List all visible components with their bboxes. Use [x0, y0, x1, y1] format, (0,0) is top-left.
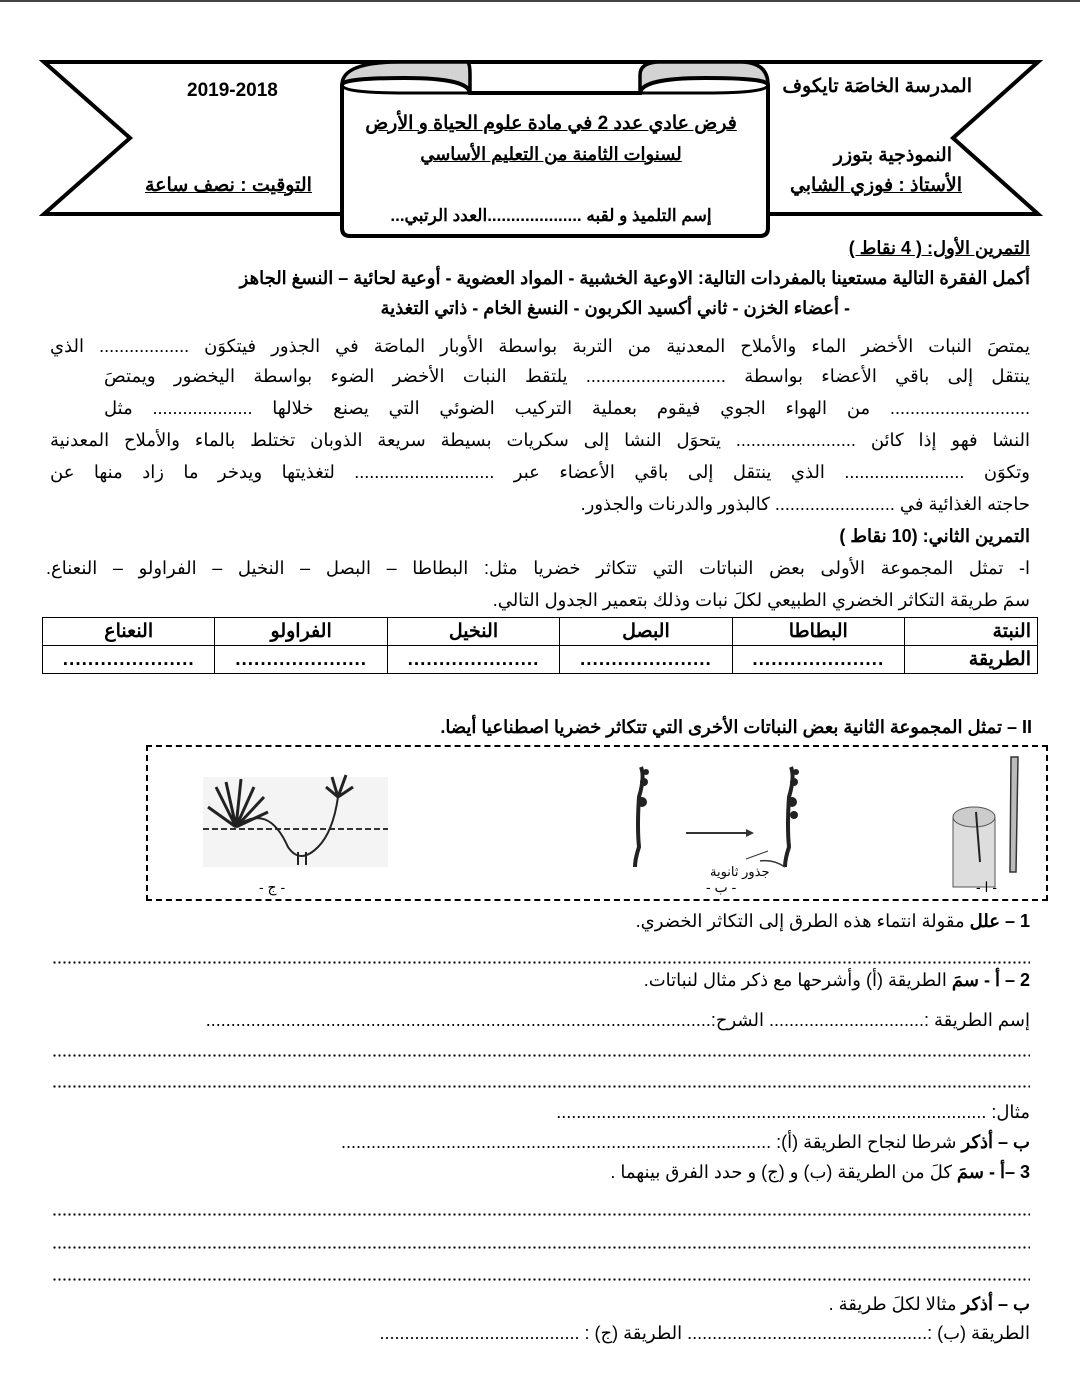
student-name-field[interactable]: إسم التلميذ و لقبه ....................العدد الرتبي... [390, 206, 712, 225]
question-1: 1 – علل مقولة انتماء هذه الطرق إلى التكاثر الخضري. [635, 911, 1030, 931]
figure-label-a: - ا - [976, 879, 997, 895]
paragraph-line: النشا فهو إذا كائن ........................ يتحوَل النشا إلى سكريات بسيطة سريعة الذوبان تختلط بالماء والأملاح المعدنية [50, 430, 1030, 450]
answer-line[interactable] [52, 1054, 1030, 1057]
table-cell-plant: البطاطا [732, 618, 904, 646]
paragraph-line: يمتصَ النبات الأخضر الماء والأملاح المعدنية من التربة بواسطة الأوبار الماصَة في الجذور فيتكوَن .................. الذي [50, 336, 1030, 356]
exercise2-part1-text: ا- تمثل المجموعة الأولى بعض النباتات التي تتكاثر خضريا مثل: البطاطا – البصل – النخيل – الفراولو – النعناع. [46, 558, 1030, 578]
question-2a: 2 – أ - سمَ الطريقة (أ) وأشرحها مع ذكر مثال لنباتات. [643, 970, 1030, 990]
school-name: المدرسة الخاصَة تايكوف [782, 76, 972, 97]
methods-b-c-example-field[interactable]: الطريقة (ب) :................................................ الطريقة (ج) : ........................................ [379, 1323, 1030, 1343]
paragraph-line: وتكوَن ........................ الذي ينتقل إلى باقي الأعضاء عبر ............................ لتغذيتها ويدخر ما زاد منها عن [50, 462, 1030, 482]
table-cell-plant: الفراولو [215, 618, 387, 646]
answer-line[interactable] [52, 1085, 1030, 1088]
exam-title: فرض عادي عدد 2 في مادة علوم الحياة و الأرض [365, 113, 737, 134]
question-3a: 3 –أ - سمَ كلَ من الطريقة (ب) و (ج) و حدد الفرق بينهما . [610, 1162, 1030, 1182]
method-a-example-field[interactable]: مثال: ...................................................................................... [556, 1102, 1030, 1122]
exam-duration: التوقيت : نصف ساعة [145, 175, 312, 196]
exam-level: لسنوات الثامنة من التعليم الأساسي [420, 144, 682, 164]
secondary-roots-annotation: جذور ثانوية [710, 864, 770, 879]
method-a-name-field[interactable]: إسم الطريقة :............................... الشرح:..................................................................................................... [205, 1010, 1030, 1030]
exercise2-part2-title: II – تمثل المجموعة الثانية بعض النباتات الأخرى التي تتكاثر خضريا اصطناعيا أيضا. [440, 717, 1032, 737]
table-answer-blank[interactable]: ..................... [732, 646, 904, 674]
figure-label-c: - ج - [259, 879, 286, 895]
grafting-illustration [953, 757, 1018, 887]
teacher-name: الأستاذ : فوزي الشابي [789, 175, 962, 196]
exercise2-title: التمرين الثاني: (10 نقاط ) [839, 526, 1030, 546]
table-header-method: الطريقة [905, 646, 1038, 674]
answer-line[interactable] [52, 1213, 1030, 1216]
exercise1-title: التمرين الأول: ( 4 نقاط ) [848, 238, 1030, 258]
paragraph-line: ............................ من الهواء الجوي فيقوم بعملية التركيب الضوئي التي يصنع خلالها .................... مثل [104, 398, 1030, 418]
question-2b[interactable]: ب – أذكر شرطا لنجاح الطريقة (أ): ...................................................................................... [341, 1132, 1030, 1152]
figure-label-b: - ب - [706, 879, 737, 895]
table-answer-blank[interactable]: ..................... [43, 646, 215, 674]
figure-illustrations [148, 747, 1046, 899]
table-row [43, 618, 1038, 646]
plants-table [42, 617, 1038, 674]
layering-illustration [203, 775, 388, 867]
answer-line[interactable] [52, 1246, 1030, 1249]
answer-line[interactable] [52, 961, 1030, 964]
exercise2-part1-instruction: سمَ طريقة التكاثر الخضري الطبيعي لكلَ نبات وذلك بتعمير الجدول التالي. [492, 590, 1030, 610]
paragraph-line: حاجته الغذائية في ........................ كالبذور والدرنات والجذور. [580, 494, 1030, 514]
figure-box [146, 745, 1048, 901]
answer-line[interactable] [52, 1278, 1030, 1281]
exercise1-instruction: أكمل الفقرة التالية مستعينا بالمفردات التالية: الاوعية الخشبية - المواد العضوية - أوعية لحائية – النسغ الجاهز [239, 268, 1030, 288]
table-answer-blank[interactable]: ..................... [215, 646, 387, 674]
school-year: 2019-2018 [187, 80, 278, 101]
exercise1-word-list: - أعضاء الخزن - ثاني أكسيد الكربون - النسغ الخام - ذاتي التغذية [380, 298, 850, 318]
table-row [43, 646, 1038, 674]
table-cell-plant: البصل [560, 618, 732, 646]
paragraph-line: ينتقل إلى باقي الأعضاء بواسطة ............................ يلتقط النبات الأخضر الضوء بواسطة اليخضور ويمتصَ [104, 366, 1030, 386]
cutting-illustration [635, 767, 799, 867]
table-header-plant: النبتة [905, 618, 1038, 646]
school-city: النموذجية بتوزر [833, 145, 952, 166]
question-3b: ب – أذكر مثالا لكلَ طريقة . [828, 1294, 1030, 1314]
table-answer-blank[interactable]: ..................... [387, 646, 559, 674]
table-cell-plant: النخيل [387, 618, 559, 646]
table-answer-blank[interactable]: ..................... [560, 646, 732, 674]
table-cell-plant: النعناع [43, 618, 215, 646]
